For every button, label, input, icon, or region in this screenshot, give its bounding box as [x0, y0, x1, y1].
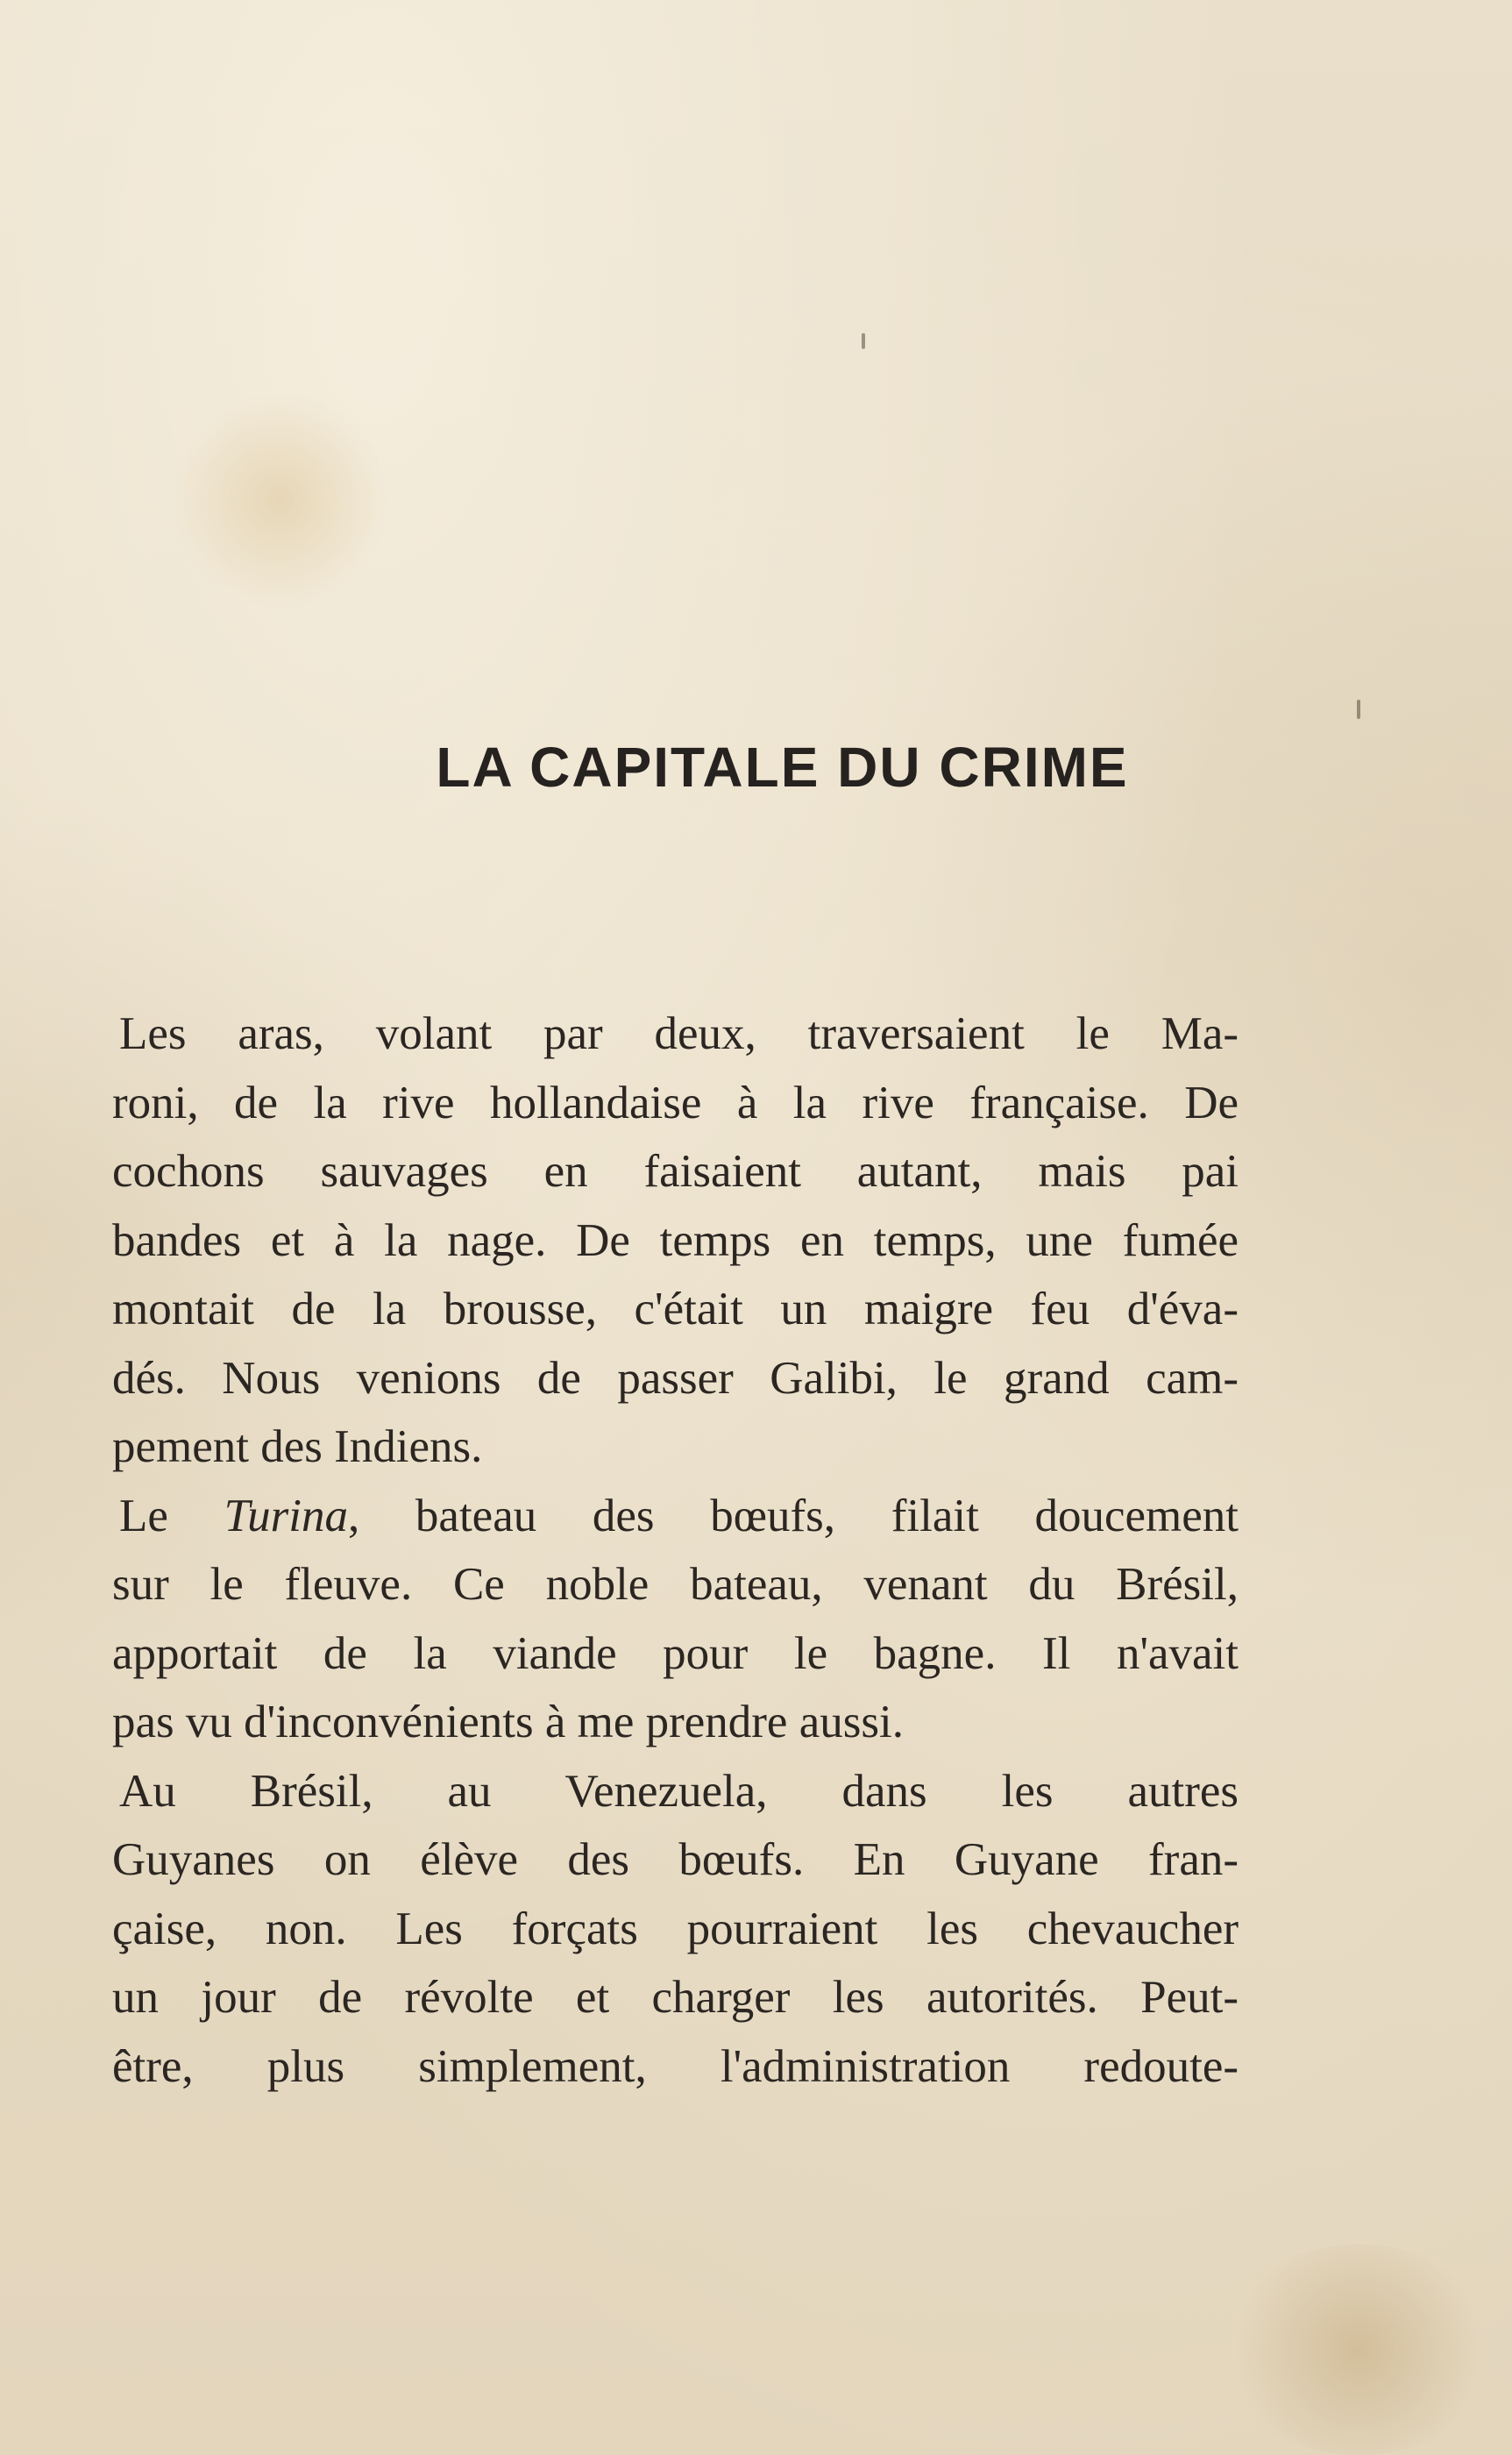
text-line: roni, de la rive hollandaise à la rive française. De	[112, 1077, 1239, 1128]
text-fragment: Le	[119, 1490, 224, 1541]
paper-stain	[1218, 2245, 1499, 2455]
text-line: un jour de révolte et charger les autorités. Peut-	[112, 1972, 1239, 2023]
text-line	[112, 1482, 1239, 1551]
text-line: çaise, non. Les forçats pourraient les chevaucher	[112, 1903, 1239, 1954]
ship-name: Turina	[224, 1490, 348, 1541]
paper-stain	[175, 386, 386, 614]
text-line: dés. Nous venions de passer Galibi, le grand cam-	[112, 1352, 1239, 1404]
text-line: cochons sauvages en faisaient autant, mais pai	[112, 1146, 1239, 1197]
text-line: montait de la brousse, c'était un maigre feu d'éva-	[112, 1284, 1239, 1334]
ink-speck	[862, 333, 865, 349]
text-line: Au Brésil, au Venezuela, dans les autres	[119, 1765, 1239, 1817]
text-line: apportait de la viande pour le bagne. Il n'avait	[112, 1627, 1239, 1679]
text-line: pement des Indiens.	[112, 1421, 483, 1472]
body-text	[112, 1000, 1239, 2101]
text-line: Guyanes on élève des bœufs. En Guyane fran-	[112, 1834, 1239, 1885]
text-line: être, plus simplement, l'administration redoute-	[112, 2040, 1239, 2092]
text-fragment: , bateau des bœufs, filait doucement	[348, 1490, 1239, 1541]
text-line: pas vu d'inconvénients à me prendre aussi.	[112, 1697, 904, 1747]
ink-speck	[1357, 700, 1360, 719]
text-line: sur le fleuve. Ce noble bateau, venant du Brésil,	[112, 1559, 1239, 1610]
chapter-title: LA CAPITALE DU CRIME	[436, 736, 1129, 799]
text-line: bandes et à la nage. De temps en temps, une fumée	[112, 1214, 1239, 1266]
text-line: Les aras, volant par deux, traversaient le Ma-	[119, 1008, 1239, 1059]
